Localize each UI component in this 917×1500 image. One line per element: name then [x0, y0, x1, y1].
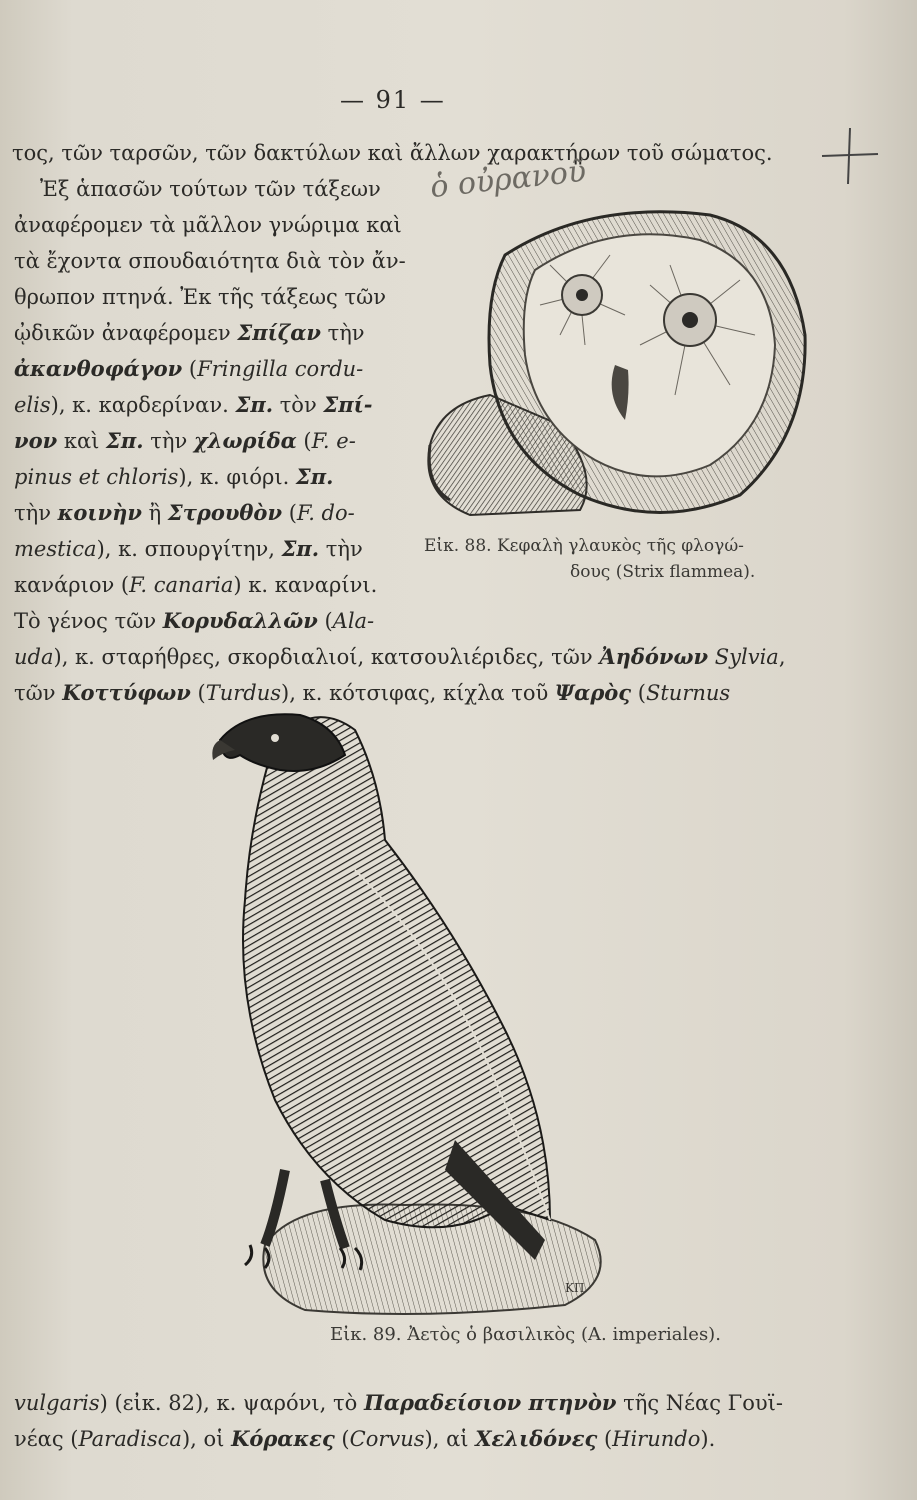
bottom-text-line-2-segment-7: ), αἱ	[424, 1427, 476, 1451]
body-text-line-11-segment-2: κοινὴν	[57, 500, 142, 525]
bottom-text-line-2-segment-11: ).	[700, 1427, 716, 1451]
figure-88-caption-line-2: δους (Strix flammea).	[570, 562, 756, 582]
owl-head-engraving	[410, 195, 810, 530]
body-text-line-9-segment-1: νον	[14, 428, 58, 453]
body-text-line-9-segment-3: Σπ.	[106, 428, 144, 453]
body-text-line-13-segment-1: κανάριον (	[14, 573, 130, 597]
body-text-line-14-segment-4: Ala-	[332, 609, 375, 633]
body-text-line-8-segment-3: Σπ.	[235, 392, 274, 417]
bottom-text-line-1-segment-4: τῆς Νέας Γουϊ-	[616, 1391, 783, 1415]
body-text-line-3-segment-1: ἀναφέρομεν τὰ μᾶλλον γνώριμα καὶ	[14, 213, 402, 237]
body-text-line-10-segment-1: pinus et chloris	[14, 465, 179, 489]
body-text-line-16-segment-8: Sturnus	[645, 681, 731, 705]
bottom-text-line-1-segment-1: vulgaris	[14, 1391, 100, 1415]
body-text-line-13-segment-2: F. canaria	[129, 573, 234, 597]
body-text-line-2-segment-1: Ἐξ ἁπασῶν τούτων τῶν τάξεων	[40, 177, 381, 201]
body-text-line-16-segment-6: Ψαρὸς	[554, 680, 632, 705]
body-text-line-15-segment-5: Sylvia	[714, 645, 779, 669]
body-text-line-15-segment-3: Ἀηδόνων	[599, 644, 709, 669]
body-text-line-13	[14, 572, 377, 598]
body-text-line-16-segment-4: Turdus	[205, 681, 282, 705]
body-text-line-12-segment-3: Σπ.	[281, 536, 320, 561]
bottom-text-line-1-segment-3: Παραδείσιον πτηνὸν	[363, 1390, 617, 1415]
body-text-line-16-segment-1: τῶν	[14, 681, 63, 705]
body-text-line-9-segment-6: (	[296, 429, 312, 453]
body-text-line-9-segment-4: τὴν	[143, 429, 194, 453]
bottom-text-line-1-segment-2: ) (εἰκ. 82), κ. ψαρόνι, τὸ	[99, 1391, 364, 1415]
bottom-text-line-2-segment-3: ), οἱ	[181, 1427, 232, 1451]
figure-88-caption-line-1: Εἰκ. 88. Κεφαλὴ γλαυκὸς τῆς φλογώ-	[424, 536, 744, 556]
body-text-line-15-segment-6: ,	[778, 645, 786, 669]
margin-handwriting: ὁ οὐρανοῦ	[428, 153, 588, 206]
body-text-line-14-segment-3: (	[317, 609, 333, 633]
body-text-line-16-segment-5: ), κ. κότσιφας, κίχλα τοῦ	[281, 681, 555, 705]
body-text-line-12-segment-2: ), κ. σπουργίτην,	[96, 537, 282, 561]
body-text-line-9-segment-5: χλωρίδα	[193, 428, 297, 453]
eagle-engraving	[205, 700, 615, 1320]
body-text-line-5-segment-1: θρωπον πτηνά. Ἐκ τῆς τάξεως τῶν	[14, 285, 386, 309]
body-text-line-7-segment-1: ἀκανθοφάγον	[14, 356, 183, 381]
bottom-text-line-2-segment-9: (	[597, 1427, 613, 1451]
body-text-line-6-segment-1: ᾠδικῶν ἀναφέρομεν	[14, 321, 238, 345]
bottom-text-line-2-segment-2: Paradisca	[78, 1427, 182, 1451]
body-text-line-1-segment-1: τος, τῶν ταρσῶν, τῶν δακτύλων καὶ ἄλλων χαρακτήρων τοῦ σώματος.	[12, 141, 773, 165]
body-text-line-15-segment-2: ), κ. σταρήθρες, σκορδιαλιοί, κατσουλιέριδες, τῶν	[53, 645, 600, 669]
body-text-line-12-segment-1: mestica	[14, 537, 97, 561]
body-text-line-7-segment-3: Fringilla cordu-	[197, 357, 364, 381]
body-text-line-8-segment-1: elis	[14, 393, 51, 417]
body-text-line-5	[14, 284, 386, 310]
bottom-text-line-2-segment-5: (	[334, 1427, 350, 1451]
body-text-line-16-segment-3: (	[190, 681, 206, 705]
body-text-line-9-segment-2: καὶ	[57, 429, 107, 453]
body-text-line-9	[14, 428, 356, 454]
page-number: — 91 —	[340, 86, 446, 114]
body-text-line-16-segment-2: Κοττύφων	[62, 680, 191, 705]
body-text-line-6	[14, 320, 365, 346]
body-text-line-16-segment-7: (	[631, 681, 646, 705]
body-text-line-4-segment-1: τὰ ἔχοντα σπουδαιότητα διὰ τὸν ἄν-	[14, 249, 406, 273]
body-text-line-6-segment-2: Σπίζαν	[237, 320, 321, 345]
body-text-line-10	[14, 464, 333, 490]
body-text-line-3	[14, 212, 402, 238]
body-text-line-14-segment-2: Κορυδαλλῶν	[162, 608, 318, 633]
bottom-text-line-2-segment-6: Corvus	[349, 1427, 425, 1451]
body-text-line-11	[14, 500, 355, 526]
body-text-line-11-segment-1: τὴν	[14, 501, 58, 525]
body-text-line-12	[14, 536, 363, 562]
body-text-line-4	[14, 248, 406, 274]
body-text-line-7	[14, 356, 363, 382]
body-text-line-8-segment-2: ), κ. καρδερίναν.	[50, 393, 236, 417]
body-text-line-13-segment-3: ) κ. καναρίνι.	[233, 573, 378, 597]
body-text-line-10-segment-2: ), κ. φιόρι.	[178, 465, 296, 489]
body-text-line-11-segment-6: F. do-	[296, 501, 355, 525]
body-text-line-11-segment-3: ἢ	[141, 501, 168, 525]
bottom-text-line-2-segment-1: νέας (	[14, 1427, 79, 1451]
engraver-signature: ΚΠ	[565, 1281, 585, 1295]
bottom-text-line-1	[14, 1390, 783, 1416]
body-text-line-2	[40, 176, 381, 202]
body-text-line-15-segment-4	[708, 645, 715, 669]
body-text-line-15	[14, 644, 786, 670]
body-text-line-1	[12, 140, 773, 166]
body-text-line-6-segment-3: τὴν	[320, 321, 365, 345]
bottom-text-line-2-segment-10: Hirundo	[612, 1427, 701, 1451]
bottom-text-line-2-segment-4: Κόρακες	[231, 1426, 335, 1451]
body-text-line-8-segment-4: τὸν	[273, 393, 324, 417]
body-text-line-14-segment-1: Τὸ γένος τῶν	[14, 609, 163, 633]
body-text-line-9-segment-7: F. e-	[311, 429, 356, 453]
body-text-line-8	[14, 392, 373, 418]
body-text-line-12-segment-4: τὴν	[319, 537, 363, 561]
body-text-line-11-segment-5: (	[282, 501, 297, 525]
figure-89-caption: Εἰκ. 89. Ἀετὸς ὁ βασιλικὸς (A. imperiales).	[330, 1324, 721, 1345]
body-text-line-15-segment-1: uda	[14, 645, 54, 669]
body-text-line-11-segment-4: Στρουθὸν	[167, 500, 283, 525]
bottom-text-line-2	[14, 1426, 715, 1452]
body-text-line-7-segment-2: (	[182, 357, 198, 381]
body-text-line-14	[14, 608, 374, 634]
body-text-line-8-segment-5: Σπί-	[323, 392, 373, 417]
bottom-text-line-2-segment-8: Χελιδόνες	[475, 1426, 598, 1451]
body-text-line-10-segment-3: Σπ.	[295, 464, 334, 489]
margin-cross-mark	[820, 126, 880, 186]
